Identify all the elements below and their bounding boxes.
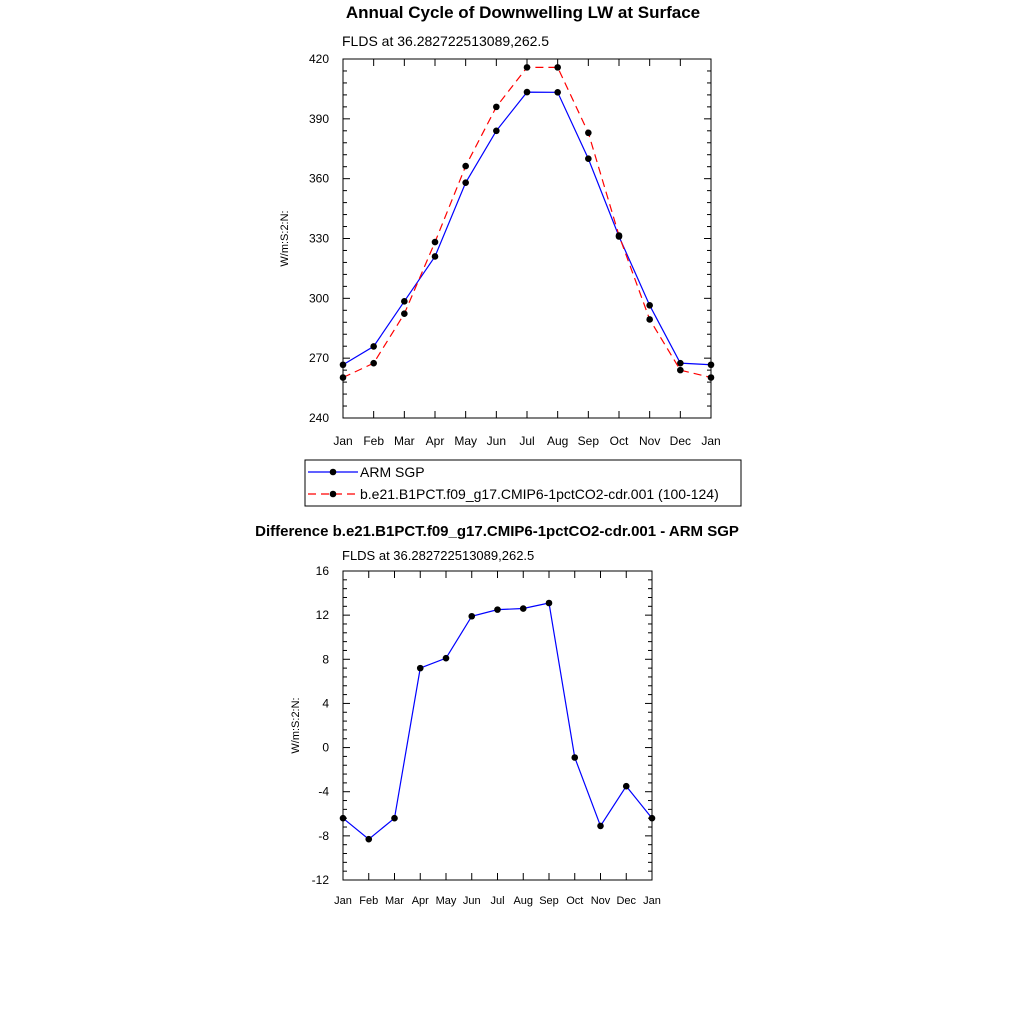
- x-tick-label: Jul: [490, 895, 505, 907]
- chart1-legend: [305, 460, 741, 506]
- series-1-point: [646, 316, 653, 323]
- plot-frame: [343, 571, 652, 880]
- x-tick-label: Oct: [566, 895, 584, 907]
- chart1-title: Annual Cycle of Downwelling LW at Surface: [345, 3, 701, 22]
- x-tick-label: Feb: [363, 434, 385, 448]
- x-tick-label: Jan: [333, 434, 353, 448]
- series-0-point: [494, 606, 501, 613]
- x-tick-label: Sep: [539, 895, 559, 907]
- series-0-point: [585, 155, 592, 162]
- chart2-subtitle: FLDS at 36.282722513089,262.5: [342, 548, 535, 563]
- x-tick-label: Mar: [393, 434, 415, 448]
- legend-swatch-marker: [330, 491, 337, 498]
- series-0-point: [554, 89, 561, 96]
- y-axis-label: W/m:S:2:N:: [290, 697, 302, 754]
- series-0-point: [443, 655, 450, 662]
- series-1-point: [370, 360, 377, 367]
- x-tick-label: Apr: [425, 434, 445, 448]
- y-tick-label: 240: [308, 411, 329, 425]
- y-tick-label: 420: [308, 52, 329, 66]
- y-tick-label: 300: [308, 291, 329, 306]
- legend-label: b.e21.B1PCT.f09_g17.CMIP6-1pctCO2-cdr.001 (100-124): [360, 486, 719, 502]
- series-1-point: [432, 239, 439, 246]
- x-tick-label: Nov: [590, 895, 611, 907]
- chart2-plot: [290, 564, 661, 907]
- series-0-point: [597, 823, 604, 830]
- series-line-0: [343, 603, 652, 839]
- x-tick-label: Jun: [462, 895, 481, 907]
- x-tick-label: Dec: [616, 895, 637, 907]
- series-0-point: [546, 600, 553, 607]
- x-tick-label: May: [454, 434, 478, 448]
- series-0-point: [520, 605, 527, 612]
- x-tick-label: May: [435, 895, 457, 907]
- series-1-point: [401, 310, 408, 317]
- x-tick-label: Jan: [701, 434, 721, 448]
- y-tick-label: 390: [308, 111, 329, 126]
- legend-label: ARM SGP: [360, 464, 425, 480]
- y-tick-label: 12: [315, 608, 329, 623]
- chart1-subtitle: FLDS at 36.282722513089,262.5: [342, 33, 550, 49]
- series-1-point: [340, 374, 347, 381]
- series-0-point: [524, 89, 531, 96]
- series-0-point: [391, 815, 398, 822]
- x-tick-label: Jun: [486, 434, 507, 448]
- y-tick-label: 0: [322, 740, 329, 755]
- x-tick-label: Jul: [519, 434, 535, 448]
- series-0-point: [340, 815, 347, 822]
- series-1-point: [585, 129, 592, 136]
- series-1-point: [462, 163, 469, 170]
- y-axis-label: W/m:S:2:N:: [279, 210, 291, 267]
- x-tick-label: Mar: [385, 895, 404, 907]
- series-0-point: [401, 298, 408, 305]
- y-tick-label: -12: [311, 873, 329, 887]
- series-0-point: [493, 128, 500, 135]
- series-0-point: [432, 253, 439, 260]
- series-1-point: [677, 367, 684, 374]
- x-tick-label: Apr: [411, 895, 429, 907]
- x-tick-label: Aug: [546, 434, 569, 448]
- series-1-point: [708, 374, 715, 381]
- plot-frame: [343, 59, 711, 418]
- legend-swatch-marker: [330, 469, 337, 476]
- y-tick-label: 8: [322, 652, 329, 667]
- series-1-point: [554, 64, 561, 71]
- series-1-point: [524, 64, 531, 71]
- series-line-1: [343, 67, 711, 377]
- y-tick-label: -8: [318, 828, 329, 843]
- series-1-point: [616, 232, 623, 239]
- series-0-point: [571, 754, 578, 761]
- x-tick-label: Dec: [669, 434, 692, 448]
- y-tick-label: 330: [308, 231, 329, 246]
- y-tick-label: -4: [318, 784, 329, 799]
- y-tick-label: 16: [315, 564, 329, 578]
- y-tick-label: 4: [322, 696, 329, 711]
- x-tick-label: Oct: [609, 434, 629, 448]
- series-0-point: [340, 361, 347, 368]
- series-1-point: [493, 104, 500, 111]
- series-0-point: [649, 815, 656, 822]
- series-0-point: [417, 665, 424, 672]
- chart2-title: Difference b.e21.B1PCT.f09_g17.CMIP6-1pctCO2-cdr.001 - ARM SGP: [255, 523, 739, 540]
- y-tick-label: 270: [308, 351, 329, 366]
- series-0-point: [708, 361, 715, 368]
- series-0-point: [370, 343, 377, 350]
- x-tick-label: Jan: [334, 895, 352, 907]
- chart1-plot: [279, 52, 721, 448]
- x-tick-label: Jan: [643, 895, 661, 907]
- x-tick-label: Sep: [577, 434, 600, 448]
- y-tick-label: 360: [308, 171, 329, 186]
- x-tick-label: Nov: [638, 434, 661, 448]
- x-tick-label: Feb: [359, 895, 379, 907]
- series-0-point: [462, 179, 469, 186]
- series-0-point: [646, 302, 653, 309]
- series-0-point: [623, 783, 630, 790]
- series-0-point: [365, 836, 372, 843]
- series-0-point: [468, 613, 475, 620]
- x-tick-label: Aug: [513, 895, 534, 907]
